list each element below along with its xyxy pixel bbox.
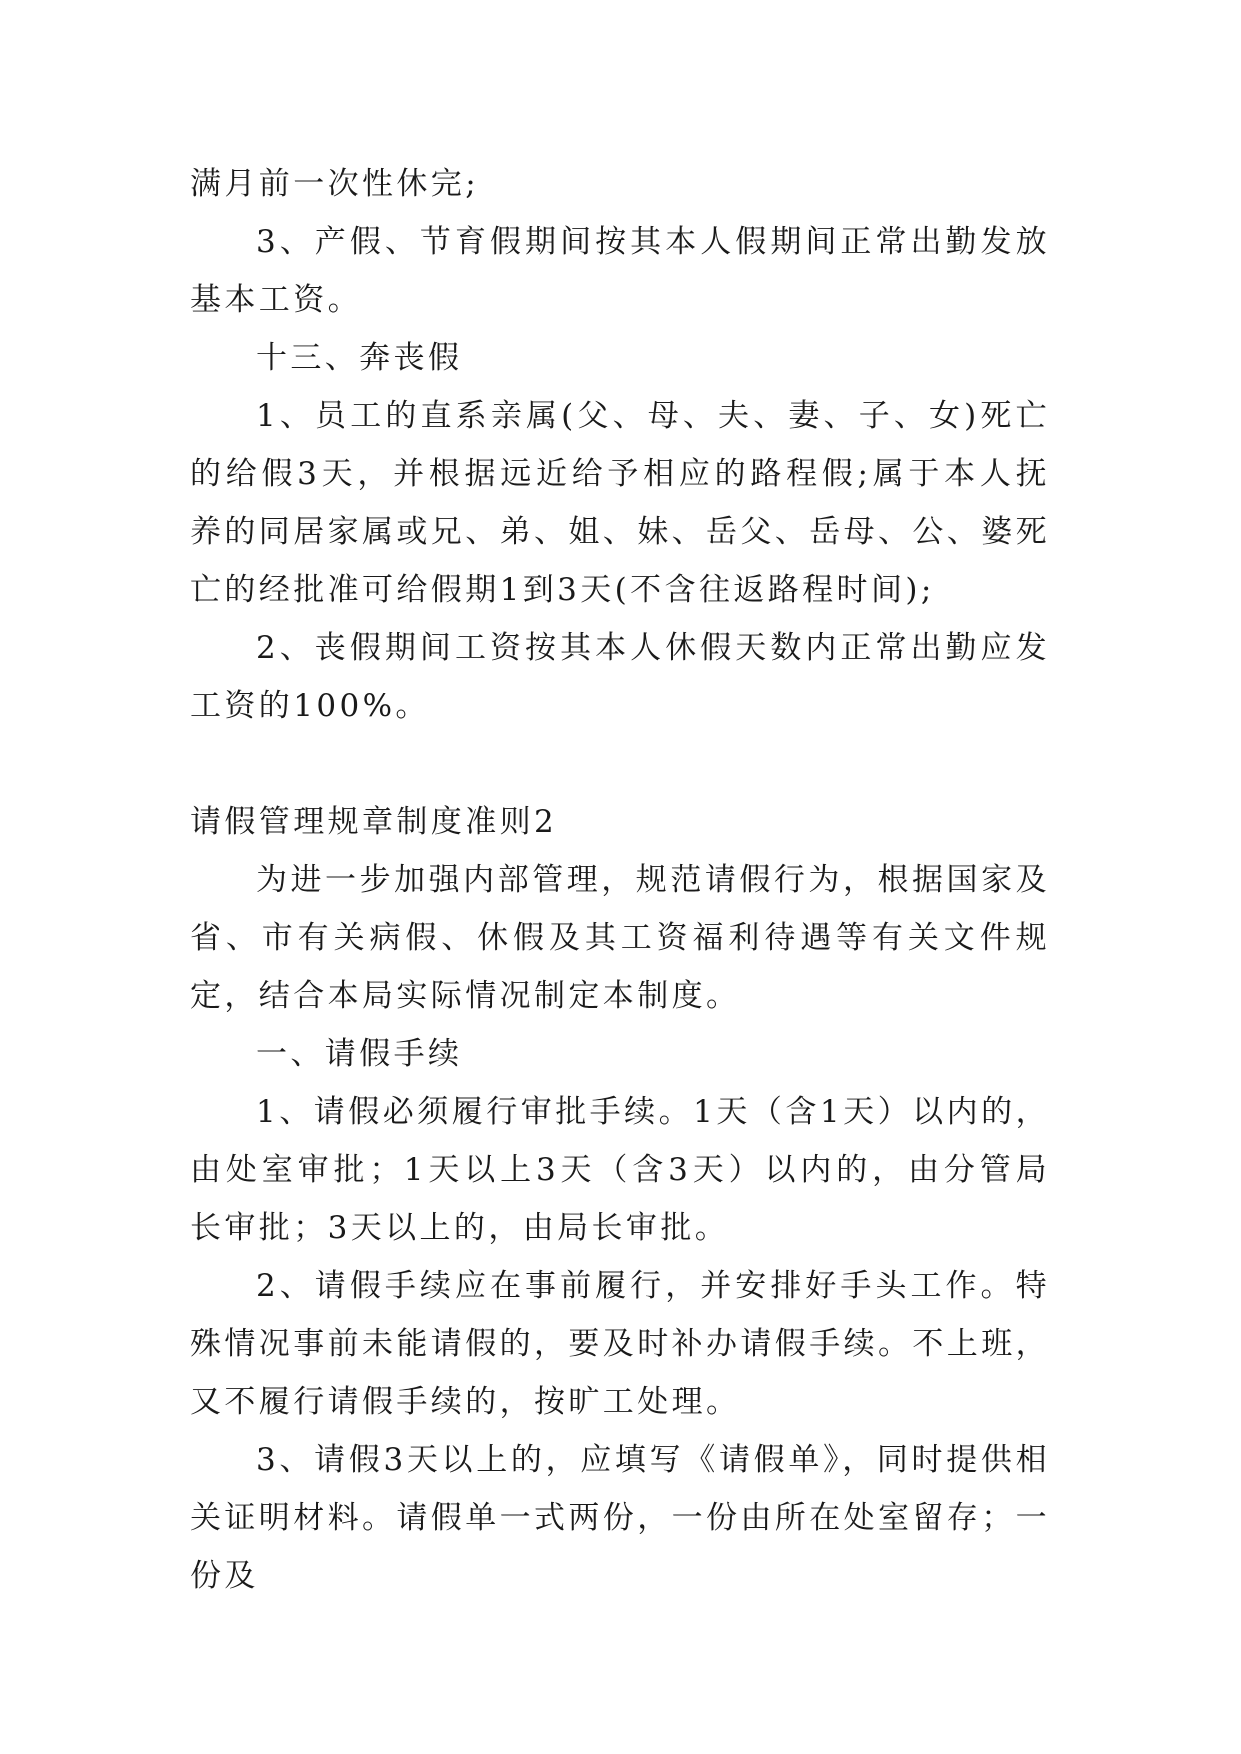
section-paragraph-1: 为进一步加强内部管理，规范请假行为，根据国家及省、市有关病假、休假及其工资福利待遇等有关文件规定，结合本局实际情况制定本制度。	[190, 862, 1050, 1014]
paragraph-5: 2、丧假期间工资按其本人休假天数内正常出勤应发工资的100%。	[190, 630, 1050, 724]
paragraph-1: 满月前一次性休完;	[190, 166, 480, 202]
section-paragraph-3: 1、请假必须履行审批手续。1天（含1天）以内的，由处室审批；1天以上3天（含3天）以内的，由分管局长审批；3天以上的，由局长审批。	[190, 1094, 1050, 1246]
section-title: 请假管理规章制度准则2	[190, 804, 558, 840]
heading-13: 十三、奔丧假	[256, 340, 463, 376]
document-body	[190, 155, 1050, 1605]
section-paragraph-4: 2、请假手续应在事前履行，并安排好手头工作。特殊情况事前未能请假的，要及时补办请假手续。不上班，又不履行请假手续的，按旷工处理。	[190, 1268, 1050, 1420]
section-paragraph-5: 3、请假3天以上的，应填写《请假单》，同时提供相关证明材料。请假单一式两份，一份由所在处室留存；一份及	[190, 1442, 1050, 1594]
section-gap	[190, 735, 1050, 793]
paragraph-4: 1、员工的直系亲属(父、母、夫、妻、子、女)死亡的给假3天，并根据远近给予相应的路程假;属于本人抚养的同居家属或兄、弟、姐、妹、岳父、岳母、公、婆死亡的经批准可给假期1到3天(不含往返路程时间);	[190, 398, 1050, 608]
section-heading-1: 一、请假手续	[256, 1036, 463, 1072]
paragraph-2: 3、产假、节育假期间按其本人假期间正常出勤发放基本工资。	[190, 224, 1050, 318]
